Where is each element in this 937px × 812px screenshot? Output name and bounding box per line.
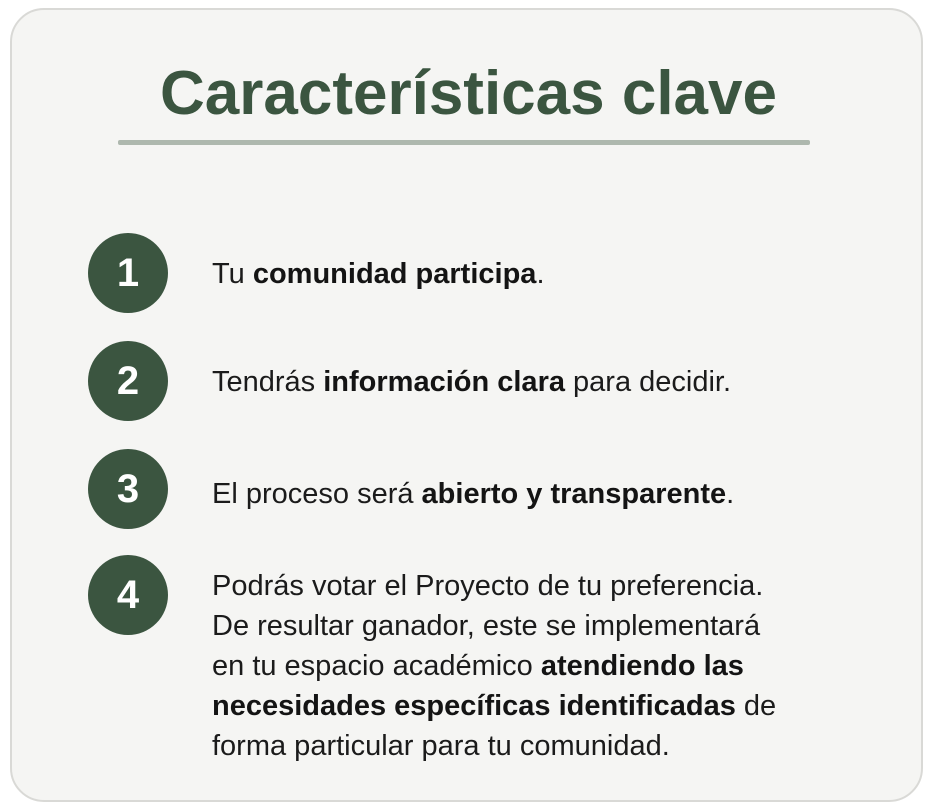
item-text: Podrás votar el Proyecto de tu preferencia. De resultar ganador, este se implementará en tu espacio académico atendiendo las necesidades específicas identificadas de forma particular para tu comunidad. [212,570,777,762]
page-title: Características clave [159,59,777,128]
number-badge: 1 [88,233,168,313]
number-badge: 4 [88,555,168,635]
item-text: Tu comunidad participa. [212,258,545,290]
item-text: Tendrás información clara para decidir. [212,366,732,398]
number-badge: 3 [88,449,168,529]
item-text: El proceso será abierto y transparente. [212,478,735,510]
title-underline [118,140,810,145]
number-badge: 2 [88,341,168,421]
